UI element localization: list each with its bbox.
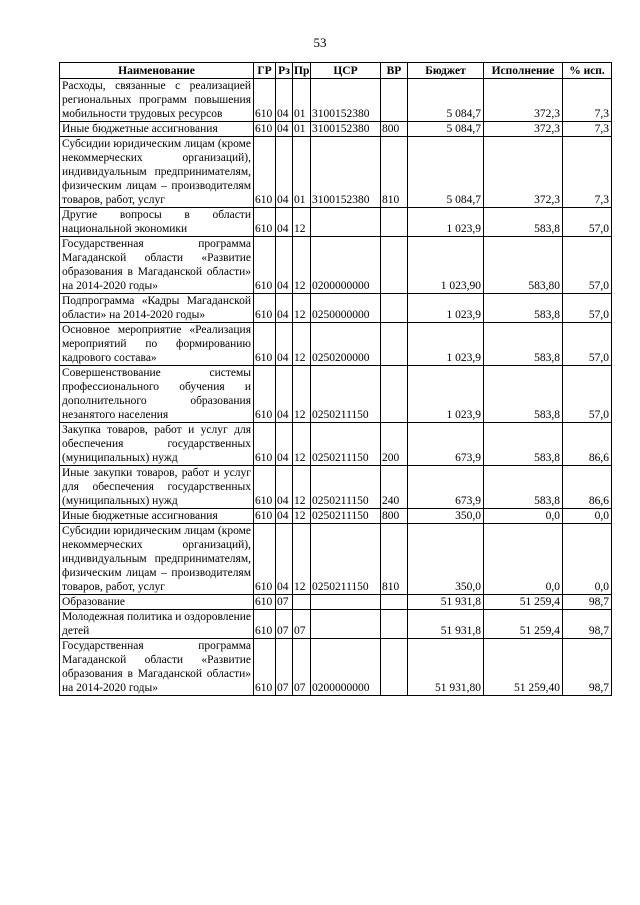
row-percent: 98,7 — [563, 595, 612, 610]
row-gr: 610 — [254, 237, 276, 294]
row-percent: 57,0 — [563, 294, 612, 323]
table-row — [60, 294, 612, 323]
row-vr — [381, 610, 408, 639]
table-row — [60, 323, 612, 366]
row-csr: 0250000000 — [311, 294, 381, 323]
table-row — [60, 79, 612, 122]
row-budget: 51 931,80 — [408, 639, 484, 696]
row-rz: 07 — [276, 610, 293, 639]
row-rz: 04 — [276, 79, 293, 122]
row-vr — [381, 208, 408, 237]
row-rz: 04 — [276, 423, 293, 466]
row-vr — [381, 323, 408, 366]
row-percent: 7,3 — [563, 137, 612, 208]
row-execution: 583,8 — [484, 366, 563, 423]
row-percent: 0,0 — [563, 509, 612, 524]
row-csr: 0250211150 — [311, 509, 381, 524]
row-execution: 372,3 — [484, 79, 563, 122]
row-pr: 12 — [293, 294, 311, 323]
row-budget: 51 931,8 — [408, 610, 484, 639]
table-row — [60, 208, 612, 237]
row-budget: 51 931,8 — [408, 595, 484, 610]
row-budget: 350,0 — [408, 524, 484, 595]
row-execution: 51 259,40 — [484, 639, 563, 696]
row-csr: 0200000000 — [311, 237, 381, 294]
row-budget: 1 023,90 — [408, 237, 484, 294]
row-gr: 610 — [254, 423, 276, 466]
page-number: 53 — [313, 35, 327, 50]
row-rz: 04 — [276, 208, 293, 237]
row-name: Государственная программа Магаданской области «Развитие образования в Магаданской области» на 2014-2020 годы» — [60, 237, 254, 294]
row-gr: 610 — [254, 79, 276, 122]
row-gr: 610 — [254, 524, 276, 595]
row-pr: 12 — [293, 208, 311, 237]
row-rz: 04 — [276, 466, 293, 509]
row-name: Государственная программа Магаданской области «Развитие образования в Магаданской области» на 2014-2020 годы» — [60, 639, 254, 696]
row-budget: 1 023,9 — [408, 323, 484, 366]
row-execution: 51 259,4 — [484, 610, 563, 639]
row-name: Молодежная политика и оздоровление детей — [60, 610, 254, 639]
row-name: Расходы, связанные с реализацией региональных программ повышения мобильности трудовых ресурсов — [60, 79, 254, 122]
row-rz: 04 — [276, 524, 293, 595]
row-pr: 12 — [293, 524, 311, 595]
row-execution: 0,0 — [484, 524, 563, 595]
row-vr — [381, 366, 408, 423]
header-pr: Пр — [294, 64, 310, 77]
row-execution: 372,3 — [484, 122, 563, 137]
row-percent: 57,0 — [563, 237, 612, 294]
row-rz: 04 — [276, 366, 293, 423]
row-pr: 01 — [293, 122, 311, 137]
row-gr: 610 — [254, 366, 276, 423]
row-budget: 5 084,7 — [408, 122, 484, 137]
row-vr — [381, 595, 408, 610]
row-budget: 1 023,9 — [408, 208, 484, 237]
row-name: Другие вопросы в области национальной экономики — [60, 208, 254, 237]
row-percent: 86,6 — [563, 423, 612, 466]
row-vr: 810 — [381, 524, 408, 595]
table-row — [60, 466, 612, 509]
row-execution: 583,8 — [484, 208, 563, 237]
row-name: Иные бюджетные ассигнования — [60, 509, 254, 524]
row-csr: 0250211150 — [311, 423, 381, 466]
row-vr: 240 — [381, 466, 408, 509]
row-vr — [381, 639, 408, 696]
row-pr: 12 — [293, 466, 311, 509]
row-percent: 7,3 — [563, 79, 612, 122]
row-pr: 01 — [293, 79, 311, 122]
table-row — [60, 366, 612, 423]
row-execution: 583,8 — [484, 323, 563, 366]
row-rz: 07 — [276, 639, 293, 696]
table-header-row — [60, 63, 612, 79]
row-pr: 12 — [293, 366, 311, 423]
row-name: Совершенствование системы профессионального обучения и дополнительного образования незанятого населения — [60, 366, 254, 423]
row-name: Основное мероприятие «Реализация мероприятий по формированию кадрового состава» — [60, 323, 254, 366]
row-percent: 86,6 — [563, 466, 612, 509]
row-csr: 0250200000 — [311, 323, 381, 366]
row-pr: 12 — [293, 323, 311, 366]
row-budget: 673,9 — [408, 423, 484, 466]
row-vr: 800 — [381, 509, 408, 524]
row-csr: 3100152380 — [311, 122, 381, 137]
row-gr: 610 — [254, 639, 276, 696]
row-execution: 583,8 — [484, 294, 563, 323]
row-csr — [311, 208, 381, 237]
row-gr: 610 — [254, 509, 276, 524]
header-budget: Бюджет — [408, 63, 484, 79]
row-name: Подпрограмма «Кадры Магаданской области» на 2014-2020 годы» — [60, 294, 254, 323]
row-percent: 98,7 — [563, 610, 612, 639]
row-vr — [381, 294, 408, 323]
row-name: Иные бюджетные ассигнования — [60, 122, 254, 137]
row-pr — [293, 595, 311, 610]
row-budget: 1 023,9 — [408, 294, 484, 323]
row-gr: 610 — [254, 610, 276, 639]
row-budget: 673,9 — [408, 466, 484, 509]
row-vr — [381, 237, 408, 294]
row-percent: 57,0 — [563, 208, 612, 237]
row-gr: 610 — [254, 466, 276, 509]
row-execution: 372,3 — [484, 137, 563, 208]
table-row — [60, 595, 612, 610]
row-csr: 0200000000 — [311, 639, 381, 696]
row-percent: 7,3 — [563, 122, 612, 137]
budget-execution-table — [59, 62, 612, 696]
row-pr: 01 — [293, 137, 311, 208]
row-gr: 610 — [254, 122, 276, 137]
row-rz: 04 — [276, 509, 293, 524]
header-gr: ГР — [254, 63, 276, 79]
row-csr: 3100152380 — [311, 137, 381, 208]
row-vr: 200 — [381, 423, 408, 466]
row-pr: 12 — [293, 509, 311, 524]
row-vr — [381, 79, 408, 122]
row-vr: 810 — [381, 137, 408, 208]
table-row — [60, 237, 612, 294]
header-vr: ВР — [381, 63, 408, 79]
table-row — [60, 122, 612, 137]
row-budget: 5 084,7 — [408, 137, 484, 208]
row-percent: 57,0 — [563, 366, 612, 423]
row-csr: 0250211150 — [311, 524, 381, 595]
row-execution: 51 259,4 — [484, 595, 563, 610]
row-pr: 12 — [293, 423, 311, 466]
table-row — [60, 639, 612, 696]
row-percent: 57,0 — [563, 323, 612, 366]
row-name: Субсидии юридическим лицам (кроме некоммерческих организаций), индивидуальным предпринимателям, физическим лицам – производителям товаров, работ, услуг — [60, 137, 254, 208]
row-rz: 04 — [276, 294, 293, 323]
row-execution: 583,80 — [484, 237, 563, 294]
row-percent: 0,0 — [563, 524, 612, 595]
row-name: Образование — [60, 595, 254, 610]
row-rz: 04 — [276, 237, 293, 294]
row-pr: 07 — [293, 610, 311, 639]
header-csr: ЦСР — [311, 63, 381, 79]
row-rz: 04 — [276, 137, 293, 208]
row-rz: 04 — [276, 323, 293, 366]
row-vr: 800 — [381, 122, 408, 137]
row-gr: 610 — [254, 323, 276, 366]
row-pr: 07 — [293, 639, 311, 696]
row-execution: 583,8 — [484, 466, 563, 509]
row-name: Субсидии юридическим лицам (кроме некоммерческих организаций), индивидуальным предпринимателям, физическим лицам – производителям товаров, работ, услуг — [60, 524, 254, 595]
row-budget: 1 023,9 — [408, 366, 484, 423]
row-name: Закупка товаров, работ и услуг для обеспечения государственных (муниципальных) нужд — [60, 423, 254, 466]
row-csr: 0250211150 — [311, 366, 381, 423]
row-csr — [311, 610, 381, 639]
header-rz: Рз — [276, 63, 293, 79]
table-row — [60, 509, 612, 524]
row-csr: 3100152380 — [311, 79, 381, 122]
row-pr: 12 — [293, 237, 311, 294]
table-row — [60, 524, 612, 595]
row-csr — [311, 595, 381, 610]
row-budget: 5 084,7 — [408, 79, 484, 122]
table-row — [60, 423, 612, 466]
row-execution: 583,8 — [484, 423, 563, 466]
row-rz: 04 — [276, 122, 293, 137]
table-row — [60, 610, 612, 639]
row-budget: 350,0 — [408, 509, 484, 524]
row-gr: 610 — [254, 294, 276, 323]
row-percent: 98,7 — [563, 639, 612, 696]
row-gr: 610 — [254, 595, 276, 610]
header-execution: Исполнение — [484, 63, 563, 79]
row-name: Иные закупки товаров, работ и услуг для обеспечения государственных (муниципальных) нужд — [60, 466, 254, 509]
row-execution: 0,0 — [484, 509, 563, 524]
table-row — [60, 137, 612, 208]
row-gr: 610 — [254, 137, 276, 208]
row-rz: 07 — [276, 595, 293, 610]
row-gr: 610 — [254, 208, 276, 237]
header-percent: % исп. — [563, 63, 612, 79]
header-name: Наименование — [60, 63, 254, 79]
row-csr: 0250211150 — [311, 466, 381, 509]
